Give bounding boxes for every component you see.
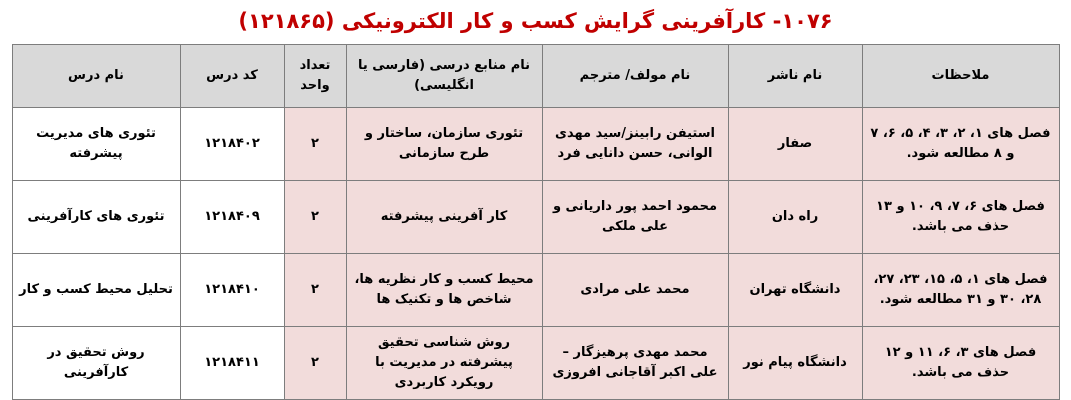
cell-notes: فصل های ۳، ۶، ۱۱ و ۱۲ حذف می باشد. [862,327,1059,400]
cell-units: ۲ [284,254,346,327]
cell-course-name: تئوری های کارآفرینی [12,181,180,254]
cell-course-code: ۱۲۱۸۴۱۰ [180,254,284,327]
cell-author: محمود احمد پور داریانی و علی ملکی [542,181,728,254]
column-header-course-name: نام درس [12,45,180,108]
table-header-row [12,45,1059,108]
cell-author: محمد مهدی پرهیزگار – علی اکبر آقاجانی افروزی [542,327,728,400]
table-row [12,181,1059,254]
table-row [12,254,1059,327]
cell-publisher: راه دان [728,181,862,254]
cell-publisher: دانشگاه تهران [728,254,862,327]
cell-author: استیفن رابینز/سید مهدی الوانی، حسن دانایی فرد [542,108,728,181]
cell-course-code: ۱۲۱۸۴۱۱ [180,327,284,400]
cell-units: ۲ [284,181,346,254]
cell-notes: فصل های ۶، ۷، ۹، ۱۰ و ۱۳ حذف می باشد. [862,181,1059,254]
table-header [12,45,1059,108]
cell-sources: کار آفرینی پیشرفته [346,181,542,254]
cell-author: محمد علی مرادی [542,254,728,327]
page-title: ۱۰۷۶- کارآفرینی گرایش کسب و کار الکترونیکی (۱۲۱۸۶۵) [238,9,833,33]
cell-notes: فصل های ۱، ۲، ۳، ۴، ۵، ۶، ۷ و ۸ مطالعه شود. [862,108,1059,181]
cell-course-name: روش تحقیق در کارآفرینی [12,327,180,400]
cell-course-name: تحلیل محیط کسب و کار [12,254,180,327]
cell-course-name: تئوری های مدیریت پیشرفته [12,108,180,181]
column-header-sources: نام منابع درسی (فارسی یا انگلیسی) [346,45,542,108]
course-sources-table [12,44,1060,400]
column-header-author: نام مولف/ مترجم [542,45,728,108]
cell-course-code: ۱۲۱۸۴۰۹ [180,181,284,254]
cell-sources: روش شناسی تحقیق پیشرفته در مدیریت با رویکرد کاربردی [346,327,542,400]
cell-sources: تئوری سازمان، ساختار و طرح سازمانی [346,108,542,181]
column-header-units: تعداد واحد [284,45,346,108]
cell-units: ۲ [284,327,346,400]
table-row [12,108,1059,181]
cell-course-code: ۱۲۱۸۴۰۲ [180,108,284,181]
table-body [12,108,1059,400]
column-header-notes: ملاحظات [862,45,1059,108]
cell-publisher: دانشگاه پیام نور [728,327,862,400]
cell-sources: محیط کسب و کار نظریه ها، شاخص ها و تکنیک ها [346,254,542,327]
cell-notes: فصل های ۱، ۵، ۱۵، ۲۳، ۲۷، ۲۸، ۳۰ و ۳۱ مطالعه شود. [862,254,1059,327]
cell-units: ۲ [284,108,346,181]
column-header-course-code: کد درس [180,45,284,108]
column-header-publisher: نام ناشر [728,45,862,108]
table-row [12,327,1059,400]
cell-publisher: صفار [728,108,862,181]
